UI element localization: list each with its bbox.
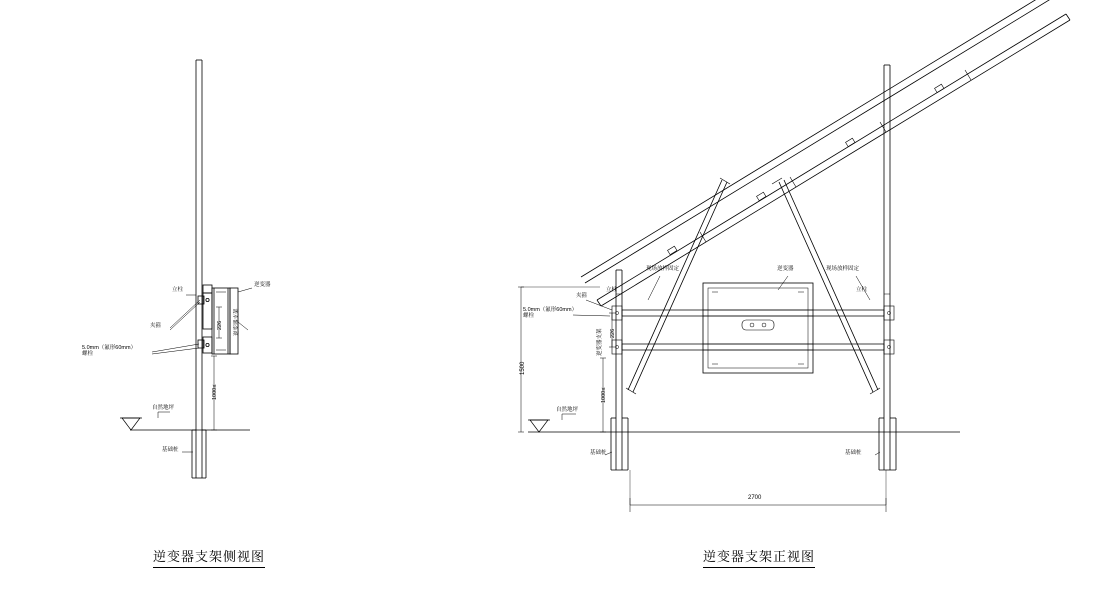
side-label-post: 立柱 — [172, 287, 184, 293]
caption-side-view: 逆变器支架侧视图 — [153, 546, 265, 568]
front-dim-2700: 2700 — [748, 495, 762, 501]
side-dim-226: 226 — [217, 320, 223, 330]
front-label-ground: 自然地坪 — [556, 407, 579, 413]
front-label-pile-right: 基础桩 — [845, 450, 862, 456]
side-label-inverter: 逆变器 — [254, 282, 271, 288]
front-label-bracket: 逆变器支架 — [597, 328, 603, 356]
side-label-bracket: 逆变器支架 — [234, 308, 240, 336]
front-label-bolt-spec: 5.0mm（氟形60mm） 螺栓 — [523, 307, 578, 319]
side-dim-1000: 1000≤ — [212, 384, 218, 400]
side-label-pile: 基础桩 — [162, 447, 179, 453]
side-label-bolt-spec: 5.0mm（氟形60mm） 螺栓 — [82, 345, 137, 357]
front-view-group — [518, 0, 1070, 512]
front-label-clamp: 夹箍 — [576, 293, 588, 299]
front-label-post-left: 立柱 — [606, 287, 618, 293]
front-dim-1500: 1500 — [520, 361, 526, 375]
front-dim-226: 226 — [610, 328, 616, 338]
front-label-post-right: 立柱 — [856, 287, 868, 293]
side-label-ground: 自然地坪 — [152, 405, 175, 411]
side-view-group — [120, 60, 252, 478]
front-label-field-fix-right: 现场放样固定 — [826, 266, 860, 272]
front-label-pile-left: 基础桩 — [590, 450, 607, 456]
front-dim-1000: 1000≤ — [601, 387, 607, 403]
front-label-inverter: 逆变器 — [777, 266, 794, 272]
front-label-field-fix-left: 现场放样固定 — [646, 266, 680, 272]
side-label-clamp: 夹箍 — [150, 323, 162, 329]
caption-front-view: 逆变器支架正视图 — [703, 546, 815, 568]
